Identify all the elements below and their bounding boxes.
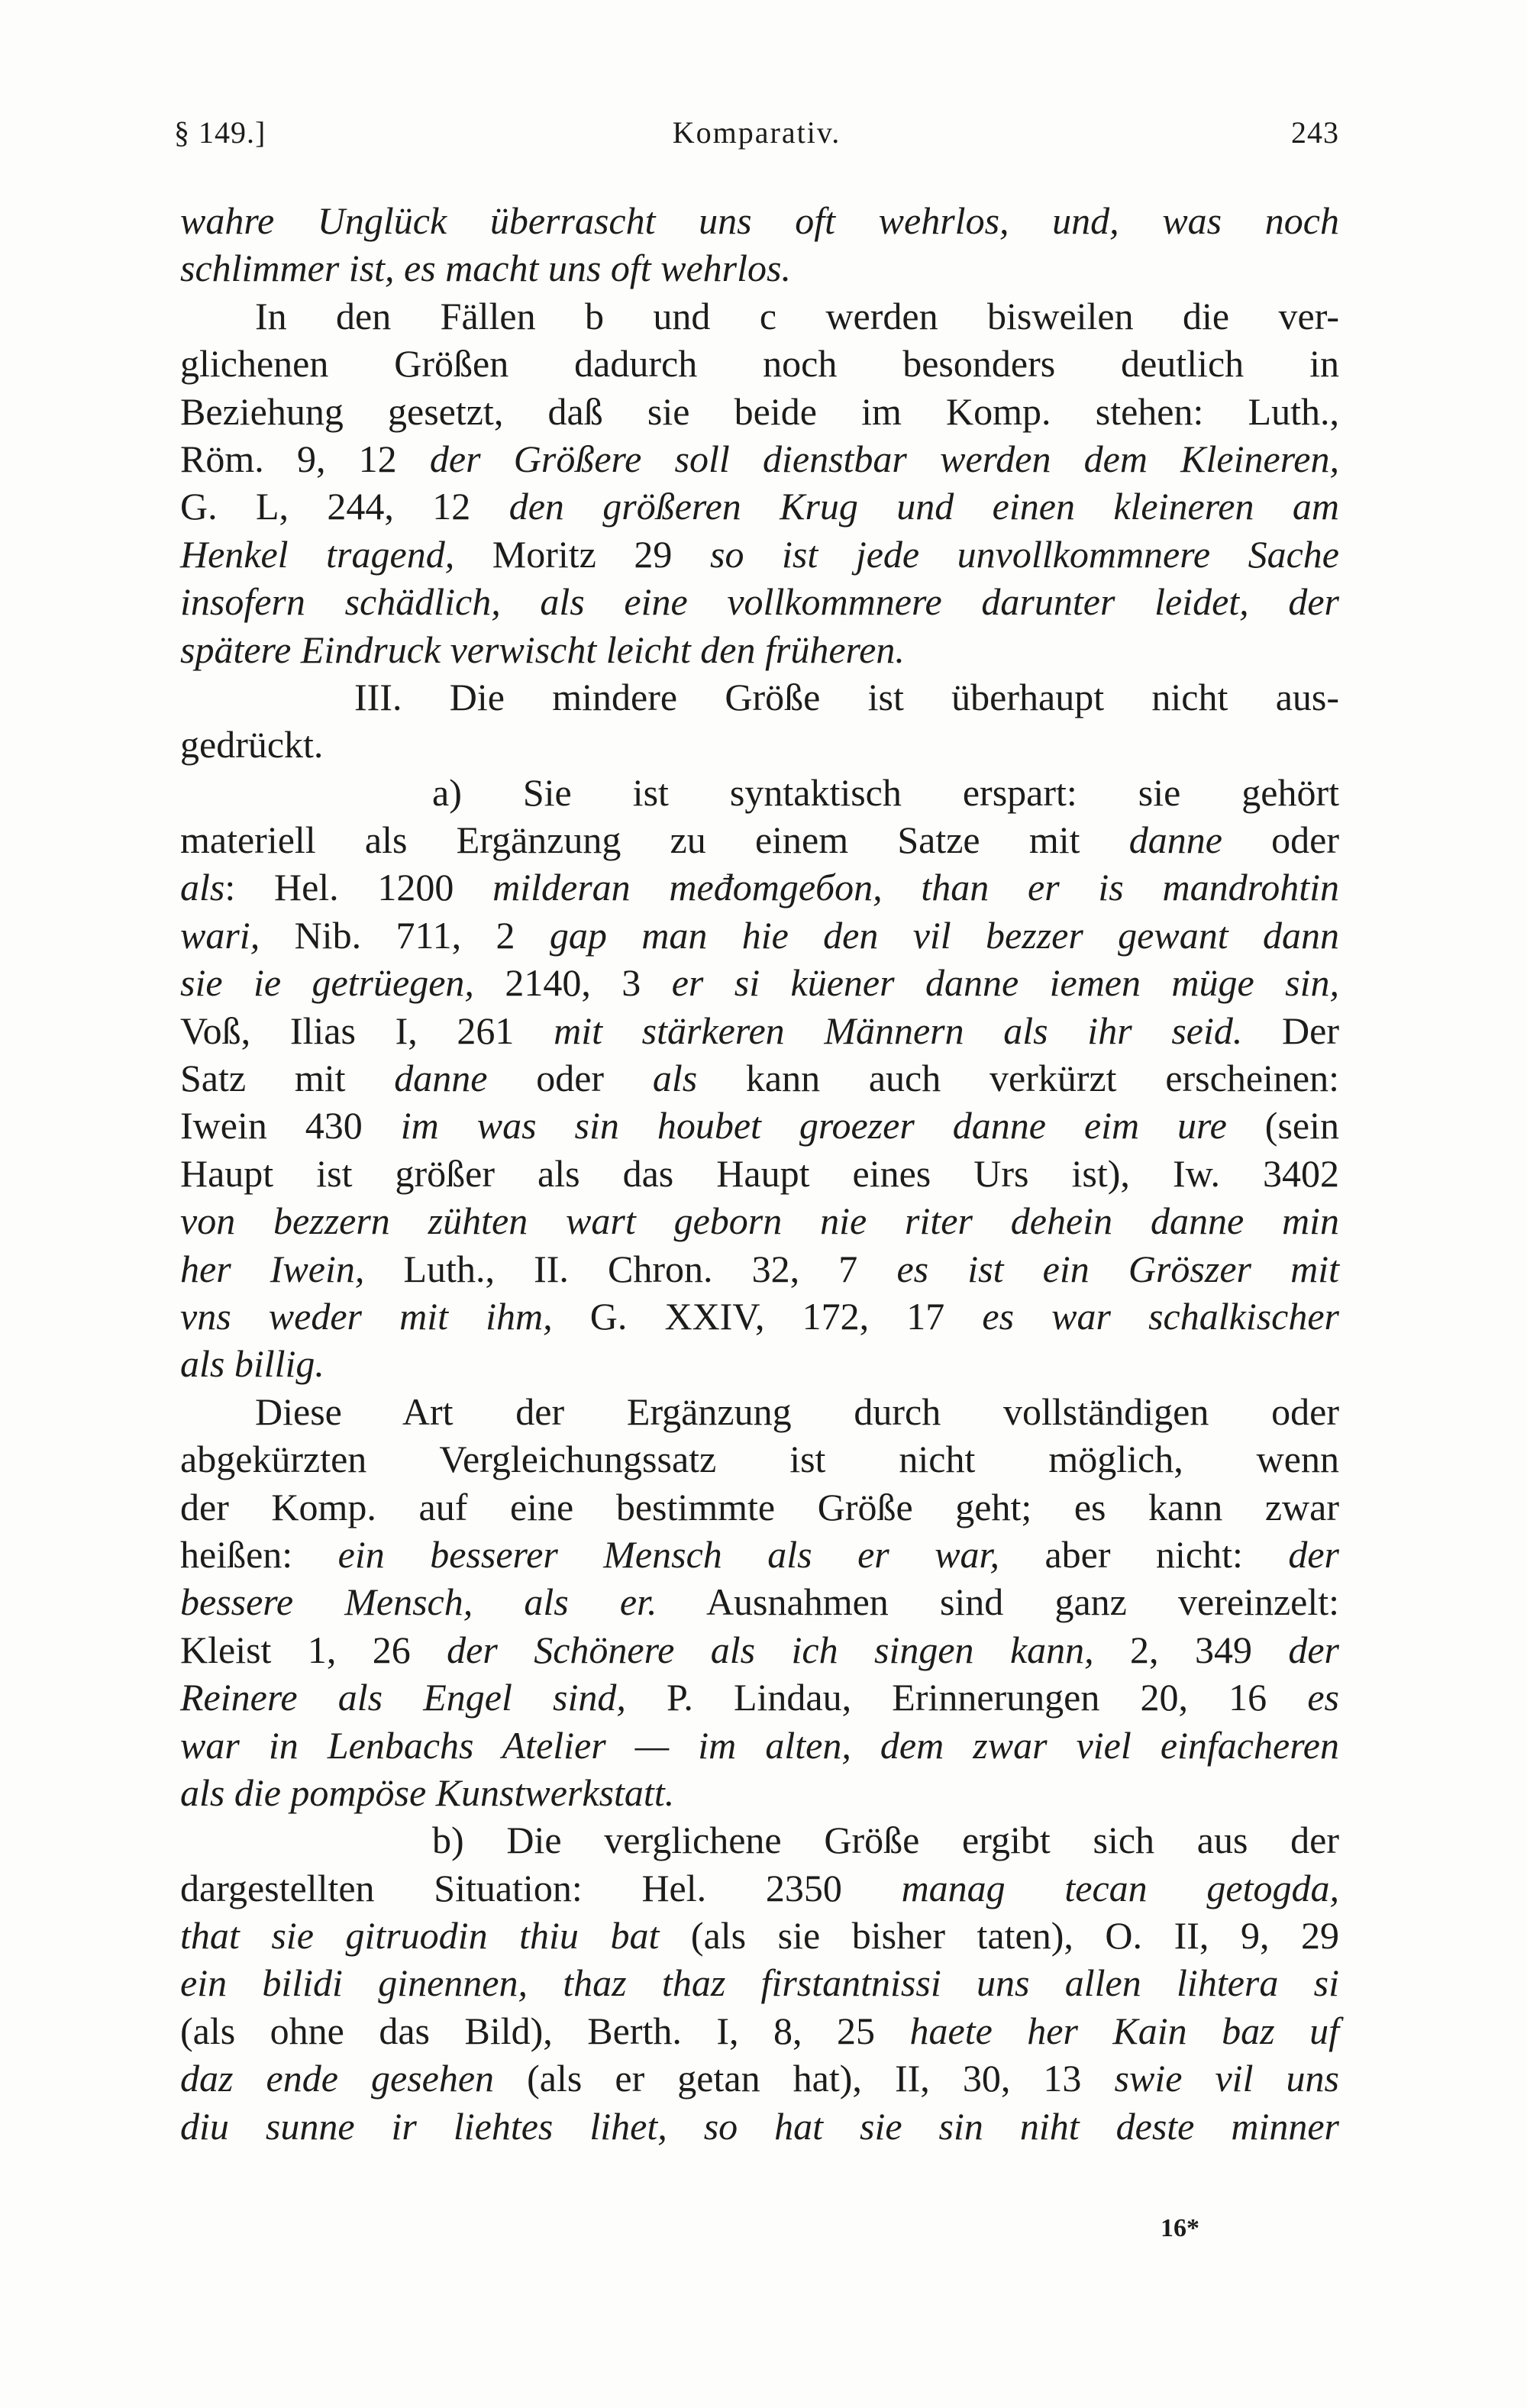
italic-segment: insofern schädlich, als eine vollkommnere darunter leidet, der — [180, 580, 1339, 624]
text-line — [180, 1531, 1339, 1578]
roman-segment: Haupt ist größer als das Haupt eines Urs ist), Iw. 3402 — [180, 1151, 1339, 1195]
italic-segment: Reinere als Engel sind, — [180, 1676, 626, 1719]
text-line — [180, 1816, 1339, 1864]
italic-segment: danne — [394, 1057, 488, 1100]
text-line — [180, 531, 1339, 578]
text-line — [180, 1340, 1339, 1387]
text-line — [180, 769, 1339, 816]
text-line — [180, 912, 1339, 959]
roman-segment: glichenen Größen dadurch noch besonders deutlich in — [180, 342, 1339, 386]
section-reference: § 149.] — [174, 115, 266, 150]
roman-segment: kann auch verkürzt erscheinen: — [697, 1057, 1339, 1100]
roman-segment: Beziehung gesetzt, daß sie beide im Komp. stehen: Luth., — [180, 389, 1339, 433]
italic-segment: so ist jede unvollkommnere Sache — [709, 532, 1339, 576]
text-line — [180, 2103, 1339, 2150]
italic-segment: gap man hie den vil bezzer gewant dann — [549, 913, 1339, 957]
italic-segment: that sie gitruodin thiu bat — [180, 1914, 660, 1958]
italic-segment: er si küener danne iemen müge sin, — [671, 961, 1339, 1005]
text-line — [180, 578, 1339, 625]
roman-segment: (als sie bisher taten), O. II, 9, 29 — [659, 1914, 1339, 1958]
italic-segment: der Größere soll dienstbar werden dem Kleineren, — [429, 437, 1339, 480]
text-line — [180, 1293, 1339, 1340]
italic-segment: der — [1288, 1628, 1340, 1671]
text-line — [180, 1626, 1339, 1674]
roman-segment: (als er getan hat), II, 30, 13 — [494, 2057, 1115, 2100]
roman-segment: heißen: — [180, 1532, 338, 1576]
roman-segment: Ausnahmen sind ganz vereinzelt: — [657, 1580, 1340, 1624]
italic-segment: wahre Unglück überrascht uns oft wehrlos, und, was noch — [180, 199, 1339, 242]
italic-segment: als billig. — [180, 1342, 324, 1386]
text-line — [180, 863, 1339, 911]
italic-segment: her Iwein, — [180, 1247, 365, 1290]
roman-segment: (sein — [1226, 1104, 1339, 1148]
roman-segment: oder — [1222, 818, 1339, 862]
roman-segment: Kleist 1, 26 — [180, 1628, 447, 1671]
italic-segment: Henkel tragend, — [180, 532, 455, 576]
roman-segment: Voß, Ilias I, 261 — [180, 1009, 554, 1052]
page-number: 243 — [1291, 115, 1339, 150]
roman-segment: 2140, 3 — [473, 961, 672, 1005]
italic-segment: war in Lenbachs Atelier — im alten, dem zwar viel einfacheren — [180, 1723, 1339, 1767]
italic-segment: wari, — [180, 913, 260, 957]
text-line — [180, 721, 1339, 768]
italic-segment: daz ende gesehen — [180, 2057, 495, 2100]
running-head — [174, 115, 1339, 160]
text-line — [180, 1864, 1339, 1912]
roman-segment: G. L, 244, 12 — [180, 485, 509, 528]
text-line — [180, 959, 1339, 1006]
roman-segment: In den Fällen b und c werden bisweilen die ver- — [255, 294, 1339, 337]
text-line — [180, 1245, 1339, 1293]
italic-segment: bessere Mensch, als er. — [180, 1580, 657, 1624]
italic-segment: manag tecan getogda, — [901, 1866, 1339, 1909]
roman-segment: III. Die mindere Größe ist überhaupt nicht aus- — [354, 675, 1339, 718]
italic-segment: als — [180, 866, 225, 909]
italic-segment: der — [1288, 1532, 1339, 1576]
text-line — [180, 1150, 1339, 1197]
text-line — [180, 1769, 1339, 1816]
text-line — [180, 435, 1339, 483]
printer-signature: 16* — [1161, 2214, 1199, 2242]
text-line — [180, 340, 1339, 387]
roman-segment: Röm. 9, 12 — [180, 437, 430, 480]
text-line — [180, 1388, 1339, 1435]
text-line — [180, 816, 1339, 863]
text-line — [180, 1959, 1339, 2006]
roman-segment: (als ohne das Bild), Berth. I, 8, 25 — [180, 2009, 910, 2052]
text-line — [180, 483, 1339, 530]
italic-segment: ein besserer Mensch als er war, — [337, 1532, 999, 1576]
roman-segment: Satz mit — [180, 1057, 395, 1100]
roman-segment: 2, 349 — [1093, 1628, 1289, 1671]
italic-segment: den größeren Krug und einen kleineren am — [508, 485, 1339, 528]
italic-segment: der Schönere als ich singen kann, — [447, 1628, 1094, 1671]
text-line — [180, 1054, 1339, 1102]
roman-segment: dargestellten Situation: Hel. 2350 — [180, 1866, 902, 1909]
roman-segment: : Hel. 1200 — [224, 866, 493, 909]
text-line — [180, 626, 1339, 673]
roman-segment: Der — [1242, 1009, 1339, 1052]
roman-segment: der Komp. auf eine bestimmte Größe geht; es kann zwar — [180, 1485, 1339, 1528]
roman-segment: b) Die verglichene Größe ergibt sich aus der — [432, 1819, 1339, 1862]
italic-segment: im was sin houbet groezer danne eim ure — [400, 1104, 1227, 1148]
italic-segment: es — [1307, 1676, 1339, 1719]
italic-segment: von bezzern zühten wart geborn nie riter dehein danne min — [180, 1199, 1339, 1243]
italic-segment: milderan međomgeбon, than er is mandrohtin — [492, 866, 1339, 909]
roman-segment: P. Lindau, Erinnerungen 20, 16 — [625, 1676, 1308, 1719]
italic-segment: als — [652, 1057, 698, 1100]
italic-segment: danne — [1128, 818, 1222, 862]
text-line — [180, 388, 1339, 435]
italic-segment: es ist ein Gröszer mit — [896, 1247, 1340, 1290]
text-line — [180, 1578, 1339, 1625]
italic-segment: sie ie getrüegen, — [180, 961, 474, 1005]
roman-segment: abgekürzten Vergleichungssatz ist nicht möglich, wenn — [180, 1438, 1339, 1481]
text-line — [180, 1483, 1339, 1531]
roman-segment: Luth., II. Chron. 32, 7 — [364, 1247, 897, 1290]
roman-segment: gedrückt. — [180, 723, 324, 767]
italic-segment: mit stärkeren Männern als ihr seid. — [554, 1009, 1243, 1052]
text-line — [180, 1102, 1339, 1149]
text-line — [180, 673, 1339, 721]
italic-segment: ein bilidi ginennen, thaz thaz firstantnissi uns allen lihtera si — [180, 1961, 1339, 2005]
text-line — [180, 292, 1339, 340]
text-line — [180, 1197, 1339, 1244]
roman-segment: Nib. 711, 2 — [260, 913, 550, 957]
roman-segment: a) Sie ist syntaktisch erspart: sie gehört — [432, 770, 1339, 814]
roman-segment: Moritz 29 — [454, 532, 710, 576]
italic-segment: diu sunne ir liehtes lihet, so hat sie sin niht deste minner — [180, 2104, 1339, 2148]
text-line — [180, 2055, 1339, 2102]
roman-segment: Diese Art der Ergänzung durch vollständigen oder — [255, 1390, 1339, 1433]
roman-segment: G. XXIV, 172, 17 — [552, 1294, 983, 1338]
roman-segment: oder — [487, 1057, 653, 1100]
italic-segment: vns weder mit ihm, — [180, 1294, 553, 1338]
running-title: Komparativ. — [672, 115, 841, 150]
italic-segment: schlimmer ist, es macht uns oft wehrlos. — [180, 247, 791, 290]
text-line — [180, 1722, 1339, 1769]
text-line — [180, 1007, 1339, 1054]
text-line — [180, 1912, 1339, 1959]
roman-segment: Iwein 430 — [180, 1104, 401, 1148]
text-line — [180, 197, 1339, 244]
body-text — [180, 197, 1339, 2150]
italic-segment: swie vil uns — [1114, 2057, 1339, 2100]
roman-segment: materiell als Ergänzung zu einem Satze mit — [180, 818, 1129, 862]
italic-segment: es war schalkischer — [982, 1294, 1340, 1338]
italic-segment: als die pompöse Kunstwerkstatt. — [180, 1770, 675, 1814]
italic-segment: haete her Kain baz uf — [909, 2009, 1339, 2052]
text-line — [180, 1435, 1339, 1483]
roman-segment: aber nicht: — [999, 1532, 1289, 1576]
text-line — [180, 2007, 1339, 2055]
text-line — [180, 1674, 1339, 1721]
text-line — [180, 244, 1339, 292]
italic-segment: spätere Eindruck verwischt leicht den früheren. — [180, 628, 905, 671]
